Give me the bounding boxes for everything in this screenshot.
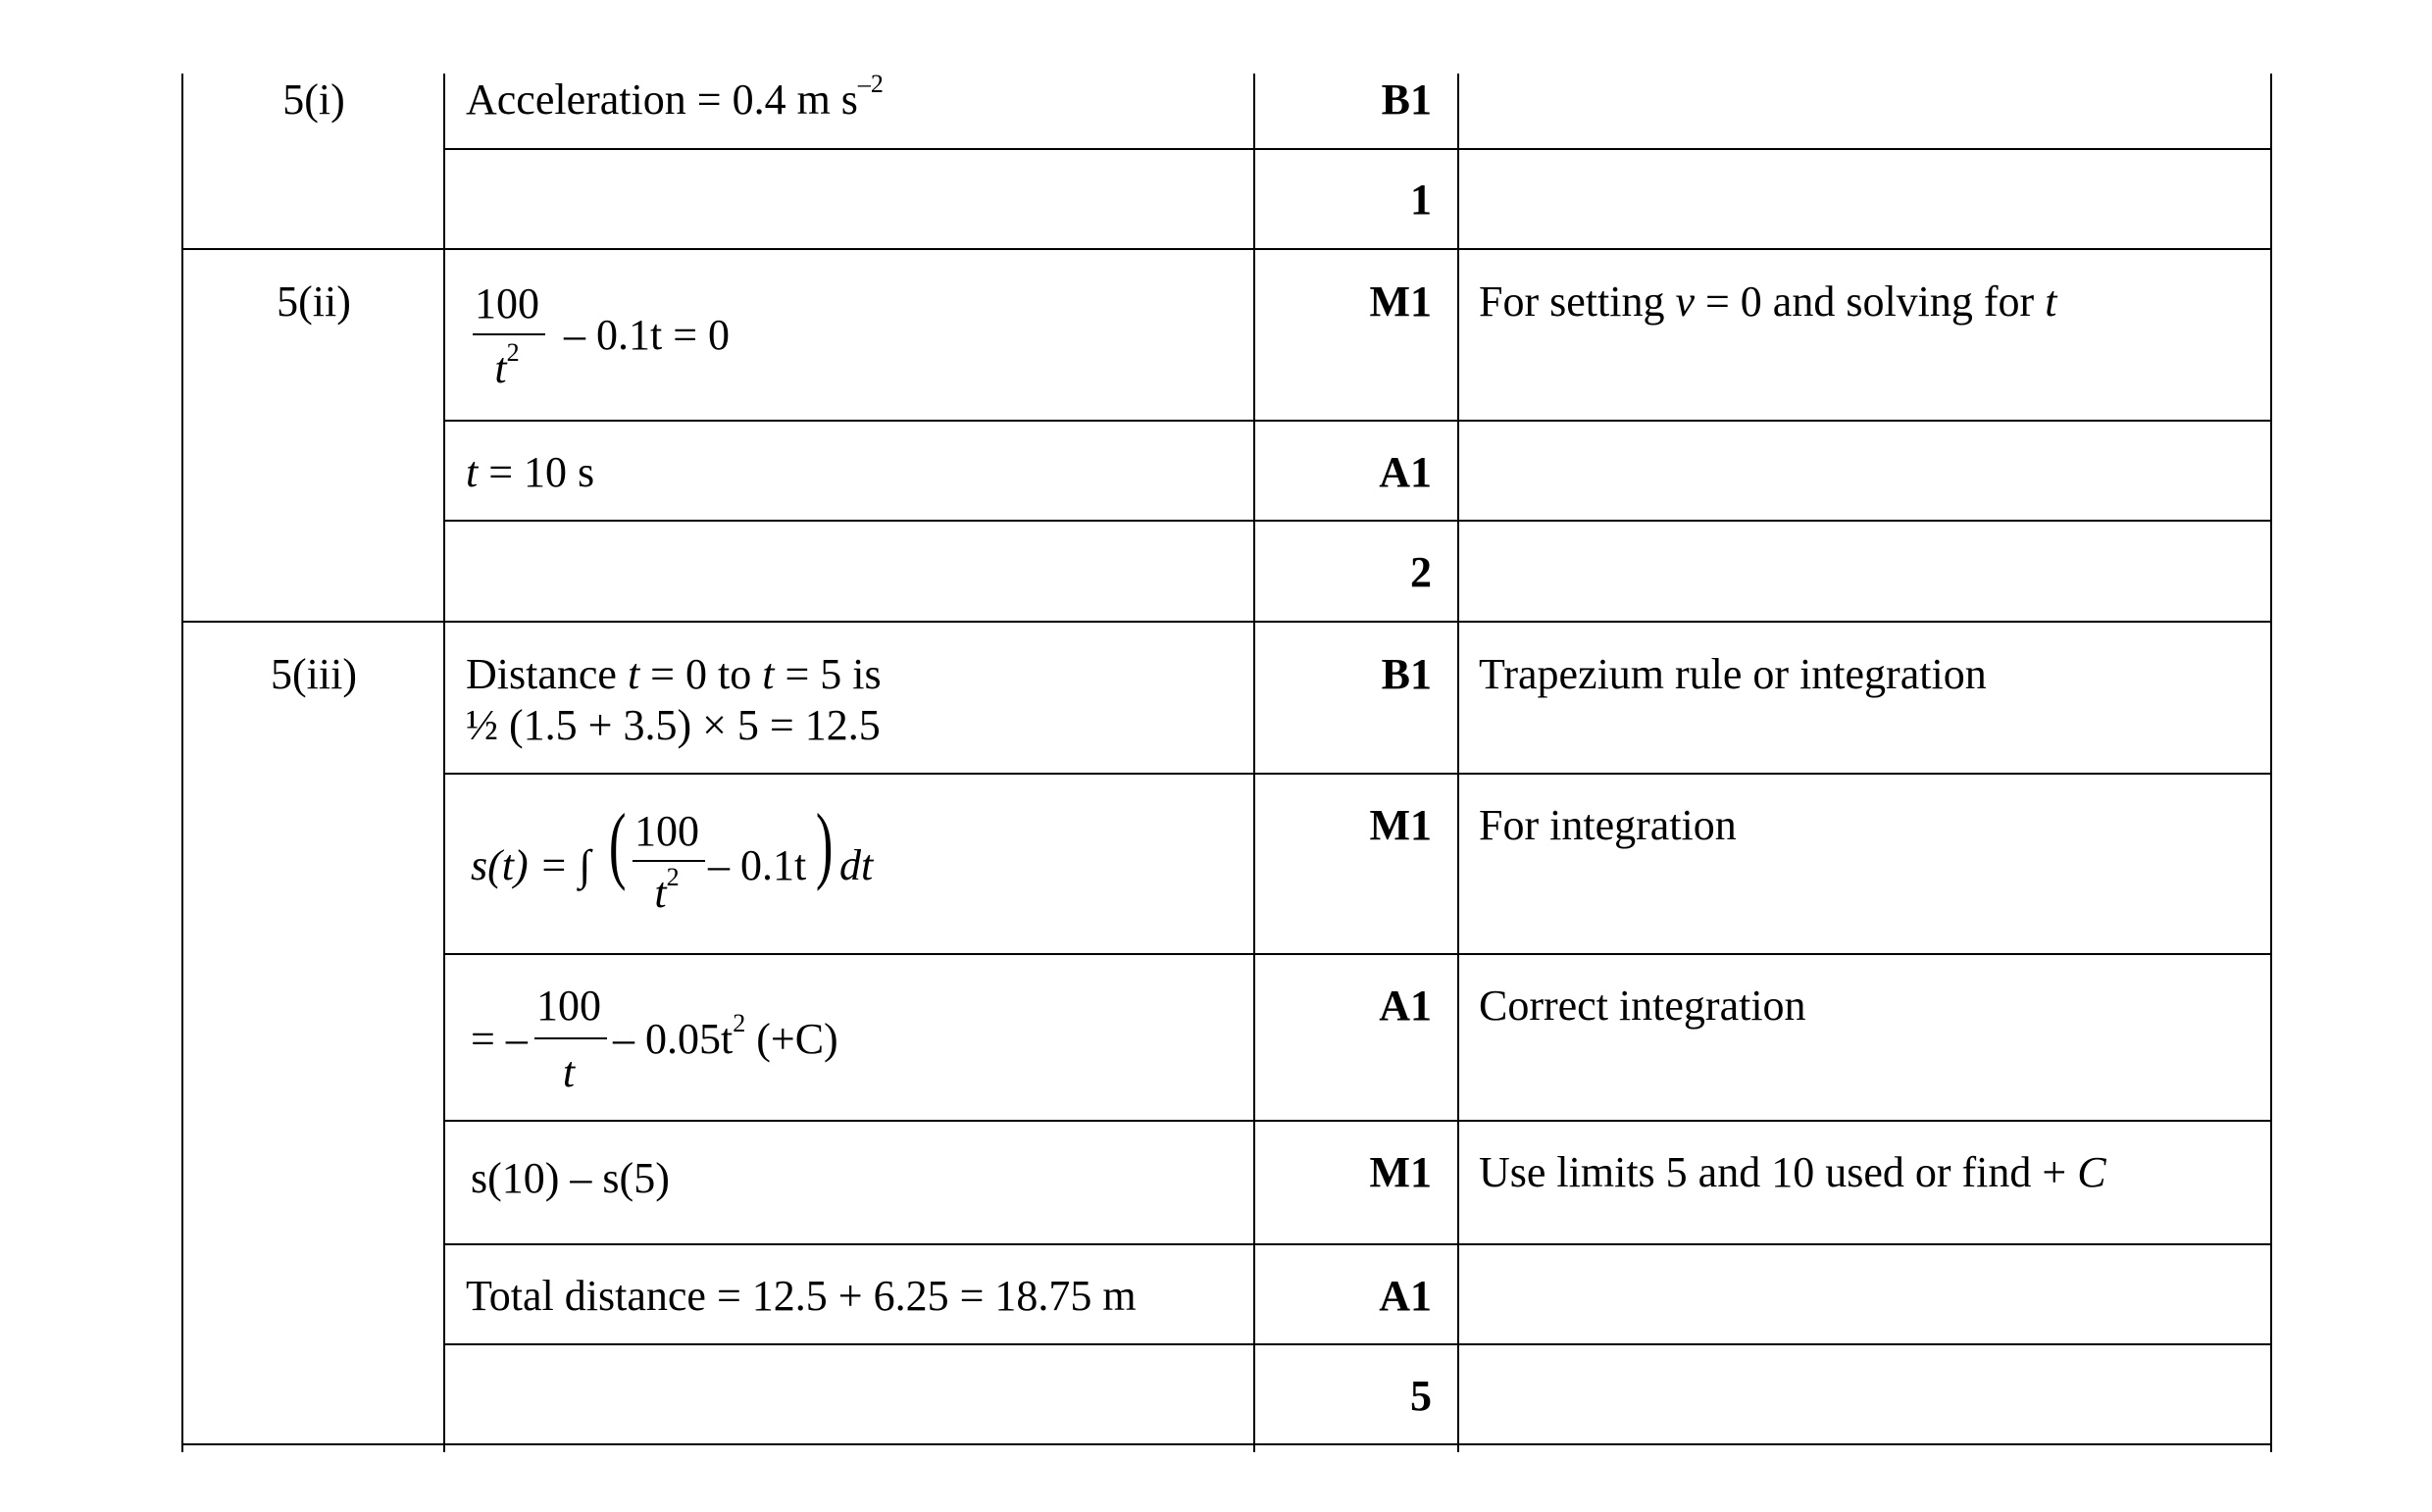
guidance-text: Correct integration bbox=[1479, 982, 1806, 1030]
fraction-numerator: 100 bbox=[536, 982, 601, 1030]
answer-line-1: Distance t = 0 to t = 5 is bbox=[466, 650, 882, 698]
answer-cell: s(10) – s(5) bbox=[471, 1154, 670, 1202]
row-divider-question bbox=[181, 248, 2272, 250]
fraction-bar bbox=[534, 1037, 607, 1039]
integrand-rest: – 0.1t bbox=[708, 841, 807, 889]
fraction-bar bbox=[633, 860, 705, 862]
mark-code: B1 bbox=[1381, 650, 1432, 698]
row-divider bbox=[443, 1120, 2272, 1122]
answer-cell: t = 10 s bbox=[466, 448, 595, 496]
fraction-denominator: $t^2$ bbox=[654, 863, 680, 917]
result-rest: – $0.05t^2$ (+C) bbox=[613, 1009, 838, 1063]
mark-code: A1 bbox=[1379, 1272, 1432, 1320]
fraction-numerator: 100 bbox=[634, 807, 699, 855]
mark-code: A1 bbox=[1379, 982, 1432, 1030]
table-border-right bbox=[2270, 74, 2272, 1452]
table-border-bottom bbox=[181, 1443, 2272, 1445]
equation-rest: – 0.1t = 0 bbox=[564, 311, 731, 359]
row-divider bbox=[443, 1343, 2272, 1345]
question-number: 5(ii) bbox=[277, 277, 351, 326]
fraction-denominator: $t^2$ bbox=[494, 338, 520, 392]
row-divider bbox=[443, 420, 2272, 422]
integral-differential: dt bbox=[839, 841, 874, 889]
question-number: 5(iii) bbox=[271, 650, 357, 698]
mark-code: M1 bbox=[1369, 277, 1432, 326]
mark-code: B1 bbox=[1381, 76, 1432, 124]
answer-cell: Total distance = 12.5 + 6.25 = 18.75 m bbox=[466, 1272, 1137, 1320]
mark-total: 2 bbox=[1410, 548, 1432, 596]
table-border-left bbox=[181, 74, 183, 1452]
table-column-divider bbox=[443, 74, 445, 1452]
guidance-text: Use limits 5 and 10 used or find + C bbox=[1479, 1148, 2106, 1196]
guidance-text: For setting v = 0 and solving for t bbox=[1479, 277, 2057, 326]
answer-line-2: ½ (1.5 + 3.5) × 5 = 12.5 bbox=[466, 701, 881, 749]
row-divider bbox=[443, 148, 2272, 150]
answer-exponent: –2 bbox=[857, 70, 884, 98]
row-divider-question bbox=[181, 621, 2272, 623]
integral-lhs: s(t) = ∫ bbox=[471, 841, 591, 889]
mark-code: A1 bbox=[1379, 448, 1432, 496]
right-paren: ) bbox=[815, 797, 834, 892]
mark-total: 5 bbox=[1410, 1372, 1432, 1420]
result-lhs: = – bbox=[471, 1015, 528, 1063]
question-number: 5(i) bbox=[282, 76, 345, 124]
guidance-text: Trapezium rule or integration bbox=[1479, 650, 1987, 698]
fraction-bar bbox=[473, 333, 545, 335]
row-divider bbox=[443, 773, 2272, 775]
fraction-denominator: t bbox=[562, 1048, 576, 1096]
mark-total: 1 bbox=[1410, 176, 1432, 224]
answer-text: Acceleration = 0.4 m s bbox=[466, 76, 858, 124]
row-divider bbox=[443, 953, 2272, 955]
answer-cell bbox=[466, 70, 884, 126]
row-divider bbox=[443, 520, 2272, 522]
mark-code: M1 bbox=[1369, 801, 1432, 849]
left-paren: ( bbox=[608, 797, 627, 892]
guidance-text: For integration bbox=[1479, 801, 1737, 849]
mark-code: M1 bbox=[1369, 1148, 1432, 1196]
table-column-divider bbox=[1457, 74, 1459, 1452]
fraction-numerator: 100 bbox=[475, 279, 539, 328]
row-divider bbox=[443, 1243, 2272, 1245]
